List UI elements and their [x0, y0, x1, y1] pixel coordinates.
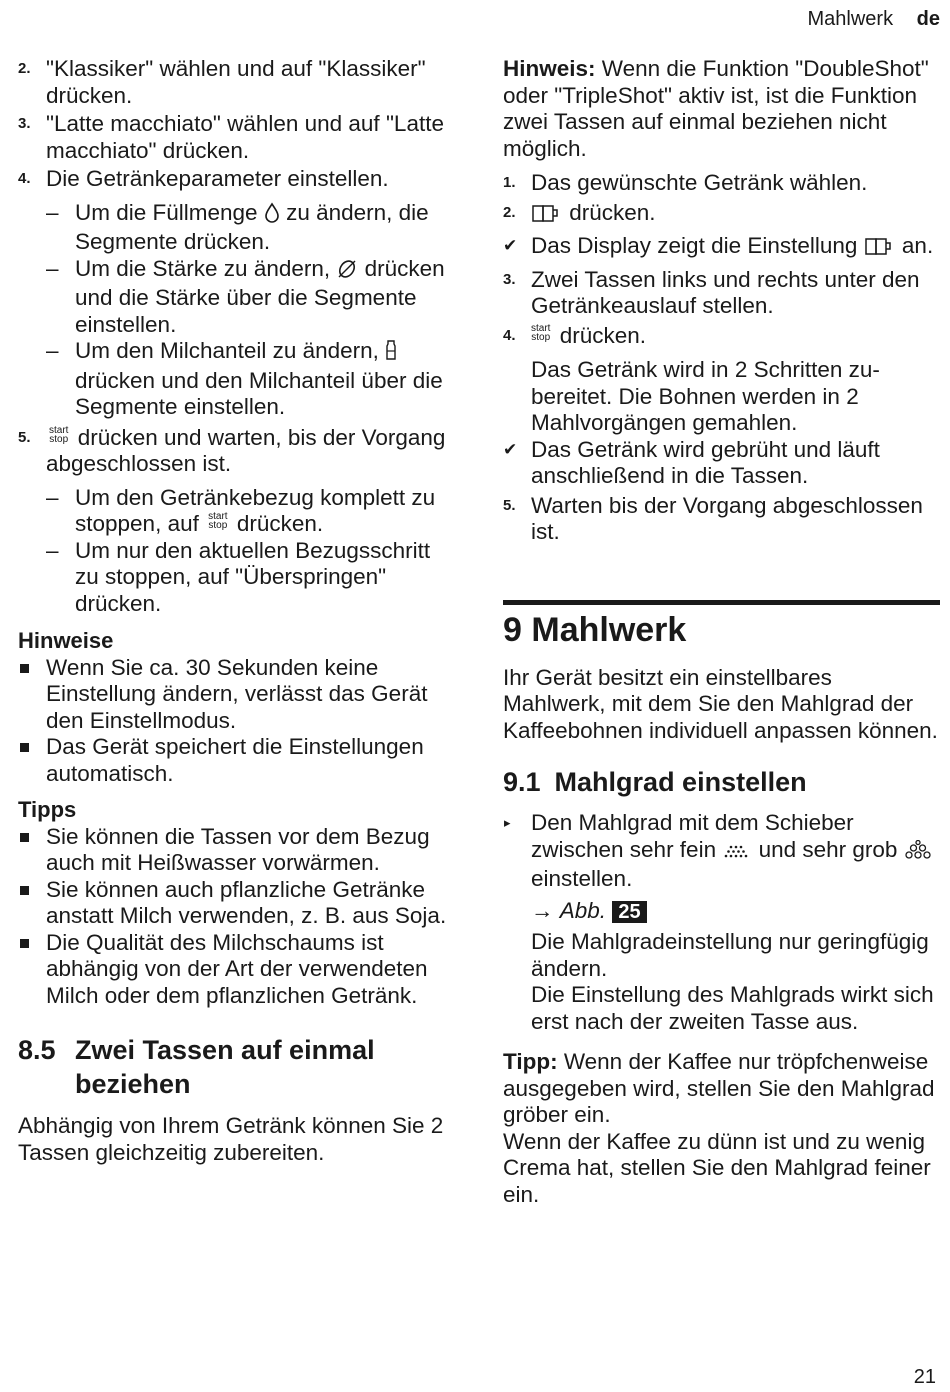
hinweis-item: Wenn Sie ca. 30 Sekunden keine Einstellung ändern, verlässt das Gerät den Einstellmodus. — [18, 655, 458, 735]
dash-strength: – Um die Stärke zu ändern, drücken und die Stärke über die Segmente einstellen. — [46, 255, 445, 337]
step-4-detail: Das Getränk wird in 2 Schritten zubereitet. Die Bohnen werden in 2 Mahlvorgängen gemahlen. — [531, 357, 880, 435]
drop-icon — [264, 202, 280, 230]
header-lang: de — [916, 8, 940, 30]
section-8-5-heading: 8.5 Zwei Tassen auf einmal beziehen — [18, 1035, 375, 1099]
result-brew: ✔ Das Getränk wird gebrüht und läuft anschließend in die Tassen. — [503, 436, 880, 488]
start-stop-icon: start stop — [208, 511, 228, 531]
step-2: 2. "Klassiker" wählen und auf "Klassiker" drücken. — [18, 56, 426, 108]
bean-icon — [336, 258, 358, 286]
start-stop-icon: start stop — [49, 424, 69, 445]
header-section: Mahlwerk — [807, 8, 894, 30]
tipp-item: Die Qualität des Milchschaums ist abhängig von der Art der verwendeten Milch oder dem pflanzlichen Getränk. — [18, 930, 458, 1010]
page-header — [808, 8, 940, 31]
tipps-heading: Tipps — [18, 797, 77, 822]
step-3: 3. "Latte macchiato" wählen und auf "Latte macchiato" drücken. — [18, 111, 444, 163]
tipp-item: Sie können die Tassen vor dem Bezug auch mit Heißwasser vorwärmen. — [18, 824, 458, 877]
tipp-note: Tipp: Wenn der Kaffee nur tröpfchenweise ausgegeben wird, stellen Sie den Mahlgrad gröber ein. — [503, 1049, 935, 1127]
tipp-note-2: Wenn der Kaffee zu dünn ist und zu wenig Crema hat, stellen Sie den Mahlgrad feiner ein. — [503, 1128, 931, 1207]
hinweis-item: Das Gerät speichert die Einstellungen automatisch. — [18, 734, 458, 787]
step-5: 5. Warten bis der Vorgang abgeschlossen ist. — [503, 492, 923, 544]
coarse-grind-icon — [904, 840, 932, 867]
section-9-1-heading: 9.1 Mahlgrad einstellen — [503, 767, 807, 797]
dash-stop-step: – Um nur den aktuellen Bezugsschritt zu stoppen, auf "Überspringen" drücken. — [46, 537, 431, 616]
note-grind-effect: Die Einstellung des Mahlgrads wirkt sich erst nach der zweiten Tasse aus. — [531, 982, 934, 1034]
start-stop-icon: start stop — [531, 322, 551, 343]
step-4: 4. start stop drücken. — [503, 322, 647, 348]
hinweise-heading: Hinweise — [18, 628, 114, 653]
step-4: 4. Die Getränkeparameter einstellen. — [18, 166, 389, 191]
two-cups-icon — [864, 236, 896, 263]
chapter-9-heading: 9 Mahlwerk — [503, 600, 940, 651]
result-display: ✔ Das Display zeigt die Einstellung an. — [503, 233, 940, 263]
step-1: 1. Das gewünschte Getränk wählen. — [503, 170, 868, 195]
note-grind-change: Die Mahlgradeinstellung nur geringfügig ändern. — [531, 929, 929, 981]
left-column — [18, 56, 458, 1166]
figure-reference: → Abb. 25 — [503, 898, 940, 926]
tipp-item: Sie können auch pflanzliche Getränke anstatt Milch verwenden, z. B. aus Soja. — [18, 877, 458, 930]
chapter-9-intro: Ihr Gerät besitzt ein einstellbares Mahlwerk, mit dem Sie den Mahlgrad der Kaffeebohnen individuell anpassen können. — [503, 664, 938, 743]
section-8-5-intro: Abhängig von Ihrem Getränk können Sie 2 Tassen gleichzeitig zubereiten. — [18, 1113, 444, 1165]
two-cups-icon — [531, 203, 563, 230]
dash-milk: – Um den Milchanteil zu ändern, drücken und den Milchanteil über die Segmente einstellen. — [46, 338, 443, 419]
fine-grind-icon — [722, 840, 752, 867]
action-grind-setting: ▸ Den Mahlgrad mit dem Schieber zwischen sehr fein und sehr grob einstellen. — [503, 810, 940, 893]
dash-fill-amount: – Um die Füllmenge zu ändern, die Segmente drücken. — [46, 199, 429, 254]
milk-icon — [385, 340, 397, 368]
step-2: 2. drücken. — [503, 200, 940, 230]
right-column — [503, 56, 940, 1208]
step-5: 5. start stop drücken und warten, bis der Vorgang abgeschlossen ist. — [18, 424, 446, 476]
step-3: 3. Zwei Tassen links und rechts unter den Getränkeauslauf stellen. — [503, 266, 920, 318]
page-number: 21 — [913, 1366, 936, 1388]
dash-stop-full: – Um den Getränkebezug komplett zu stoppen, auf start stop drücken. — [46, 484, 436, 536]
hinweis-note: Hinweis: Wenn die Funktion "DoubleShot" oder "TripleShot" aktiv ist, ist die Funktion zwei Tassen auf einmal beziehen nicht möglich. — [503, 56, 929, 161]
